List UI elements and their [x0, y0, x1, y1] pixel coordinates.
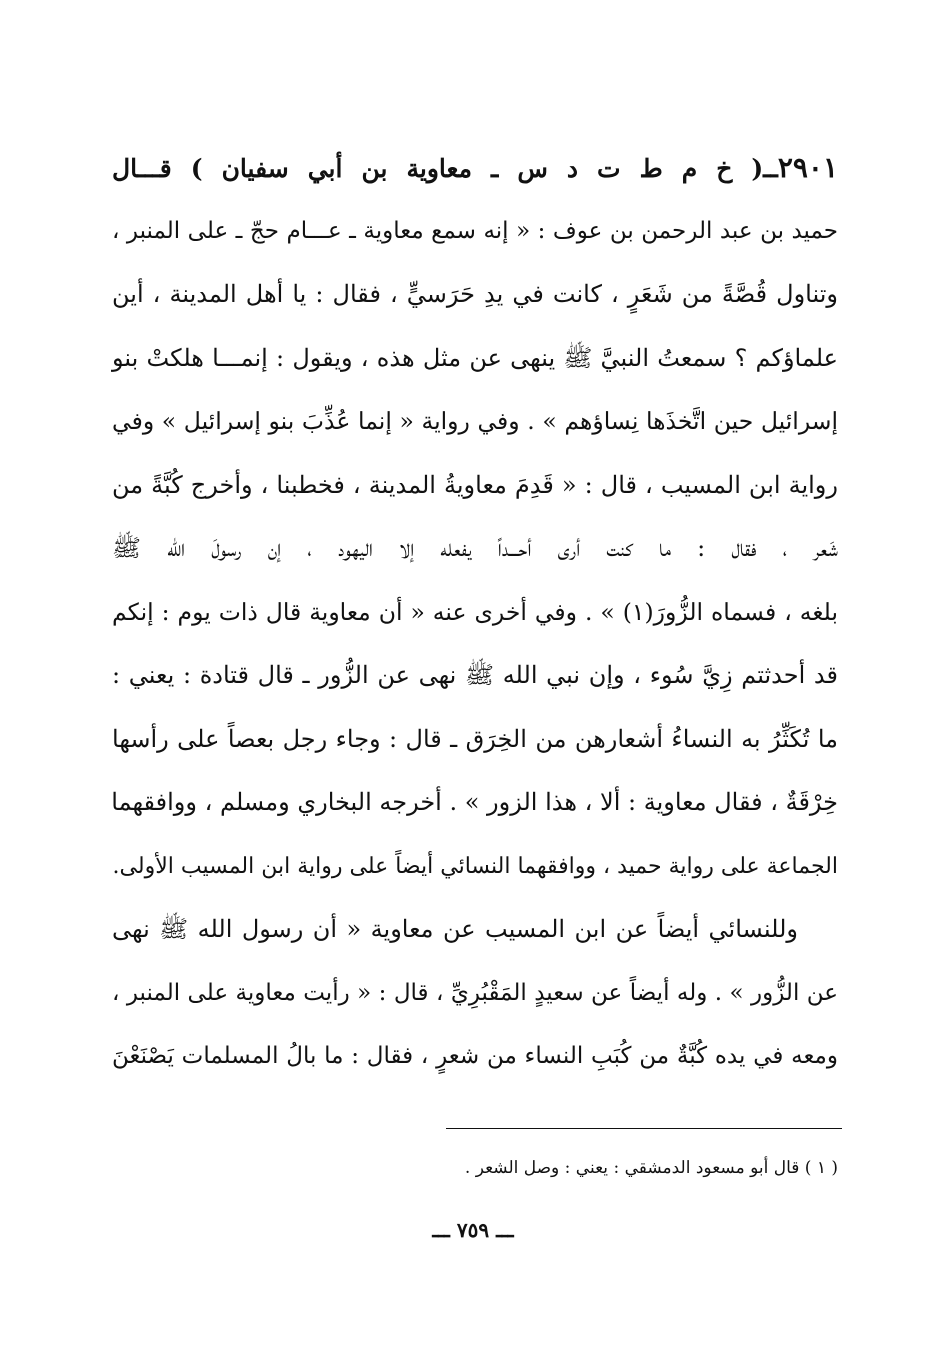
paragraph-start-line: وللنسائي أيضاً عن ابن المسيب عن معاوية « أن رسول الله ﷺ نهى [112, 915, 798, 943]
text-line: رواية ابن المسيب ، قال : « قَدِمَ معاويةُ المدينة ، فخطبنا ، وأخرج كُبَّةً من [112, 470, 838, 499]
main-text [112, 136, 838, 1089]
footnote: ( ١ ) قال أبو مسعود الدمشقي : يعني : وصل الشعر . [464, 1158, 838, 1178]
text-line: شَعر ، فقال : ما كنت أرى أحـــداً يفعله إلا اليهود ، إن رسولَ الله ﷺ [112, 534, 838, 562]
text-line: عن الزُّور » . وله أيضاً عن سعيدٍ المَقْبُرِيِّ ، قال : « رأيت معاوية على المنبر ، [112, 979, 838, 1006]
hadith-number: ٢٩٠١ [777, 151, 838, 184]
hadith-heading-text: ــ( خ م ط ت د س ـ معاوية بن أبي سفيان ) قـــال [112, 154, 778, 183]
footnote-divider [446, 1128, 842, 1129]
hadith-heading [112, 136, 838, 200]
page-number: ـــ ٧٥٩ ـــ [432, 1218, 514, 1242]
text-line: ومعه في يده كُبَّةٌ من كُبَبِ النساء من شعرٍ ، فقال : ما بالُ المسلمات يَصْنَعْنَ [112, 1043, 838, 1069]
text-line: قد أحدثتم زِيَّ سُوء ، وإن نبي الله ﷺ نهى عن الزُّور ـ قال قتادة : يعني : [112, 661, 838, 689]
text-line: وتناول قُصَّةً من شَعَرٍ ، كانت في يدِ حَرَسيٍّ ، فقال : يا أهل المدينة ، أين [112, 280, 838, 308]
text-line: خِرْقَةٌ ، فقال معاوية : ألا ، هذا الزور » . أخرجه البخاري ومسلم ، ووافقهما [111, 788, 838, 816]
text-line: إسرائيل حين اتَّخذَها نِساؤهم » . وفي رواية « إنما عُذِّبَ بنو إسرائيل » وفي [112, 407, 838, 435]
text-line: الجماعة على رواية حميد ، ووافقهما النسائي أيضاً على رواية ابن المسيب الأولى. [112, 853, 838, 879]
text-line: حميد بن عبد الرحمن بن عوف : « إنه سمع معاوية ـ عـــام حجّ ـ على المنبر ، [112, 217, 838, 244]
text-line: علماؤكم ؟ سمعتُ النبيَّ ﷺ ينهى عن مثل هذه ، ويقول : إنمـــا هلكتْ بنو [112, 343, 838, 372]
text-line: ما تُكَثِّرُ به النساءُ أشعارهن من الخِرَق ـ قال : وجاء رجل بعصاً على رأسها [112, 724, 838, 753]
text-line: بلغه ، فسماه الزُّورَ(١) » . وفي أخرى عنه « أن معاوية قال ذات يوم : إنكم [112, 597, 838, 626]
